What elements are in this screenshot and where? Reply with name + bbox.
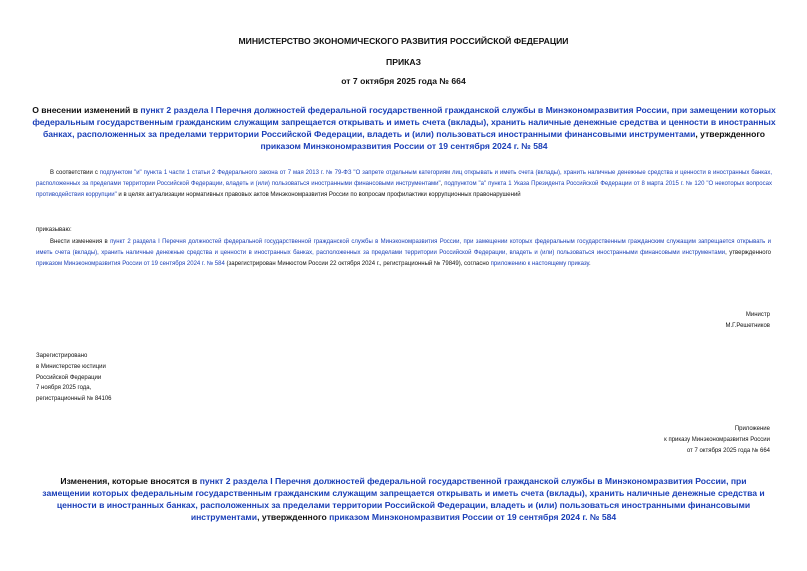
appendix-title bbox=[40, 475, 767, 523]
signature-block bbox=[725, 310, 770, 332]
signatory-name: М.Г.Решетников bbox=[725, 322, 770, 329]
preamble-paragraph bbox=[36, 168, 772, 200]
preamble-text-2: , bbox=[440, 180, 445, 187]
order-word: приказываю: bbox=[36, 227, 72, 233]
document-date: от 7 октября 2025 года № 664 bbox=[341, 76, 466, 86]
title-link-list-of-positions[interactable]: пункт 2 раздела I Перечня должностей федеральной государственной гражданской службы в Минэкономразвития России, при замещении которых федеральным государственным гражданским служащим запрещается открывать и иметь счета (вклады), хранить наличные денежные средства и ценности в иностранных банках, расположенных за пределами территории Российской Федерации, владеть и (или) пользоваться иностранными финансовыми инструментами bbox=[32, 105, 776, 139]
title-text-1: О внесении изменений в bbox=[32, 105, 141, 115]
order-text-3: (зарегистрирован Минюстом России 22 октября 2024 г., регистрационный № 79849), согласно bbox=[224, 260, 491, 267]
registration-block bbox=[36, 351, 112, 405]
preamble-link-federal-law[interactable]: подпунктом "и" пункта 1 части 1 статьи 2 Федерального закона от 7 мая 2013 г. № 79-ФЗ "О запрете отдельным категориям лиц открывать и иметь счета (вклады), хранить наличные денежные средства и ценности в иностранных банках, расположенных за пределами территории Российской Федерации, владеть и (или) пользоваться иностранными финансовыми инструментами" bbox=[36, 170, 772, 187]
order-link-order-584[interactable]: приказом Минэкономразвития России от 19 сентября 2024 г. № 584 bbox=[36, 260, 225, 267]
document-type: ПРИКАЗ bbox=[386, 57, 421, 67]
title-text-2: , утвержденного bbox=[695, 129, 766, 139]
appendix-title-text-2: , утвержденного bbox=[257, 512, 330, 522]
preamble-link-presidential-decree[interactable]: подпунктом "а" пункта 1 Указа Президента Российской Федерации от 8 марта 2015 г. № 120 "О некоторых вопросах противодействия коррупции" bbox=[36, 180, 772, 198]
document-title bbox=[28, 104, 780, 152]
order-paragraph bbox=[36, 237, 771, 269]
order-link-list-of-positions[interactable]: пункт 2 раздела I Перечня должностей федеральной государственной гражданской службы в Минэкономразвития России, при замещении которых федеральным государственным гражданским служащим запрещается открывать и иметь счета (вклады), хранить наличные денежные средства и ценности в иностранных банках, расположенных за пределами территории Российской Федерации, владеть и (или) пользоваться иностранными финансовыми инструментами bbox=[36, 239, 771, 256]
appendix-title-link-order-584[interactable]: приказом Минэкономразвития России от 19 сентября 2024 г. № 584 bbox=[329, 512, 617, 522]
registration-line: в Министерстве юстиции bbox=[36, 363, 106, 370]
registration-line: Российской Федерации bbox=[36, 374, 102, 381]
preamble-text-1: В соответствии с bbox=[50, 170, 100, 176]
appendix-title-link-list-of-positions[interactable]: пункт 2 раздела I Перечня должностей федеральной государственной гражданской службы в Минэкономразвития России, при замещении которых федеральным государственным гражданским служащим запрещается открывать и иметь счета (вклады), хранить наличные денежные средства и ценности в иностранных банках, расположенных за пределами территории Российской Федерации, владеть и (или) пользоваться иностранными финансовыми инструментами bbox=[42, 476, 765, 522]
registration-date: 7 ноября 2025 года, bbox=[36, 385, 92, 392]
appendix-reference: к приказу Минэкономразвития России bbox=[664, 436, 770, 443]
appendix-label: Приложение bbox=[734, 426, 770, 432]
registration-line: Зарегистрировано bbox=[36, 353, 88, 359]
order-text-1: Внести изменения в bbox=[50, 239, 111, 245]
order-text-4: . bbox=[588, 260, 591, 267]
appendix-title-text-1: Изменения, которые вносятся в bbox=[60, 476, 200, 486]
ministry-heading: МИНИСТЕРСТВО ЭКОНОМИЧЕСКОГО РАЗВИТИЯ РОССИЙСКОЙ ФЕДЕРАЦИИ bbox=[238, 36, 569, 46]
preamble-text-3: и в целях актуализации нормативных правовых актов Минэкономразвития России по вопросам профилактики коррупционных правонарушений bbox=[116, 191, 521, 198]
appendix-date: от 7 октября 2025 года № 664 bbox=[686, 447, 770, 454]
order-link-appendix[interactable]: приложению к настоящему приказу bbox=[490, 260, 589, 267]
appendix-note bbox=[664, 424, 770, 456]
signatory-role: Министр bbox=[745, 312, 770, 318]
title-link-order-584[interactable]: приказом Минэкономразвития России от 19 сентября 2024 г. № 584 bbox=[260, 141, 548, 151]
registration-number: регистрационный № 84106 bbox=[36, 396, 112, 403]
order-text-2: , утвержденного bbox=[725, 249, 771, 256]
